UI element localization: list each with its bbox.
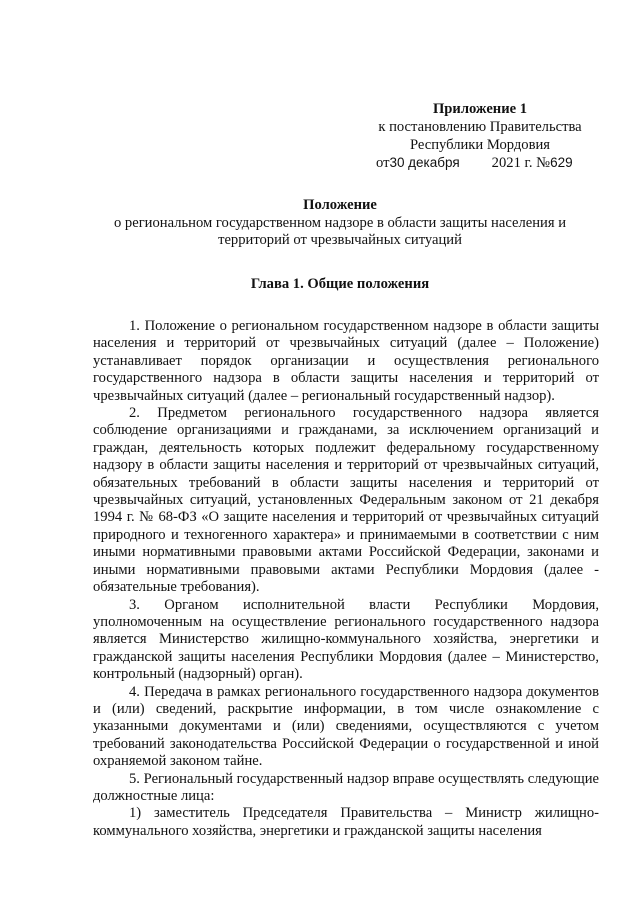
document-subtitle-line-1: о региональном государственном надзоре в области защиты населения и <box>113 214 567 231</box>
number-label: № <box>536 155 551 171</box>
appendix-line-2: Республики Мордовия <box>409 137 550 153</box>
appendix-title: Приложение 1 <box>432 101 528 117</box>
paragraph-3: 3. Органом исполнительной власти Республики Мордовия, уполномоченным на осуществление регионального государственного надзора является Министерство жилищно-коммунального хозяйства, энергетики и гражданской защиты населения Республики Мордовия (далее – Министерство, контрольный (надзорный) орган). <box>93 596 599 683</box>
chapter-heading: Глава 1. Общие положения <box>250 276 430 292</box>
date-month: декабря <box>408 155 460 170</box>
paragraph-1: 1. Положение о региональном государственном надзоре в области защиты населения и территорий от чрезвычайных ситуаций (далее – Положение) устанавливает порядок организации и осуществления регионального государственного надзора в области защиты населения и территорий от чрезвычайных ситуаций (далее – региональный государственный надзор). <box>93 318 599 404</box>
date-year: 2021 г. <box>491 155 533 171</box>
paragraph-4: 4. Передача в рамках регионального государственного надзора документов и (или) сведений, раскрытие информации, в том числе ознакомление с указанными документами и (или) сведениями, осуществляются с учетом требований законодательства Российской Федерации о государственной и иной охраняемой законом тайне. <box>93 683 599 770</box>
from-label: от <box>376 155 390 171</box>
appendix-header <box>360 100 600 172</box>
document-subtitle-line-2: территорий от чрезвычайных ситуаций <box>218 232 462 248</box>
document-title <box>80 197 600 250</box>
appendix-date-line <box>360 154 600 172</box>
document-body <box>93 318 599 840</box>
date-day: 30 <box>389 155 405 170</box>
paragraph-2: 2. Предметом регионального государственного надзора является соблюдение организациями и гражданами, за исключением организаций и граждан, деятельность которых подлежит федеральному государственному надзору в области защиты населения и территорий от чрезвычайных ситуаций, обязательных требований в области защиты населения и территорий от чрезвычайных ситуаций, установленных Федеральным законом от 21 декабря 1994 г. № 68-ФЗ «О защите населения и территорий от чрезвычайных ситуаций природного и техногенного характера» и принимаемыми в соответствии с ним иными нормативными правовыми актами Российской Федерации, законами и иными нормативными правовыми актами Республики Мордовия (далее - обязательные требования). <box>93 405 599 596</box>
document-number: 629 <box>550 155 573 170</box>
appendix-line-1: к постановлению Правительства <box>378 119 582 135</box>
paragraph-6: 1) заместитель Председателя Правительства – Министр жилищно-коммунального хозяйства, энергетики и гражданской защиты населения <box>93 805 599 839</box>
paragraph-5: 5. Региональный государственный надзор вправе осуществлять следующие должностные лица: <box>93 770 599 804</box>
document-name: Положение <box>303 197 377 213</box>
